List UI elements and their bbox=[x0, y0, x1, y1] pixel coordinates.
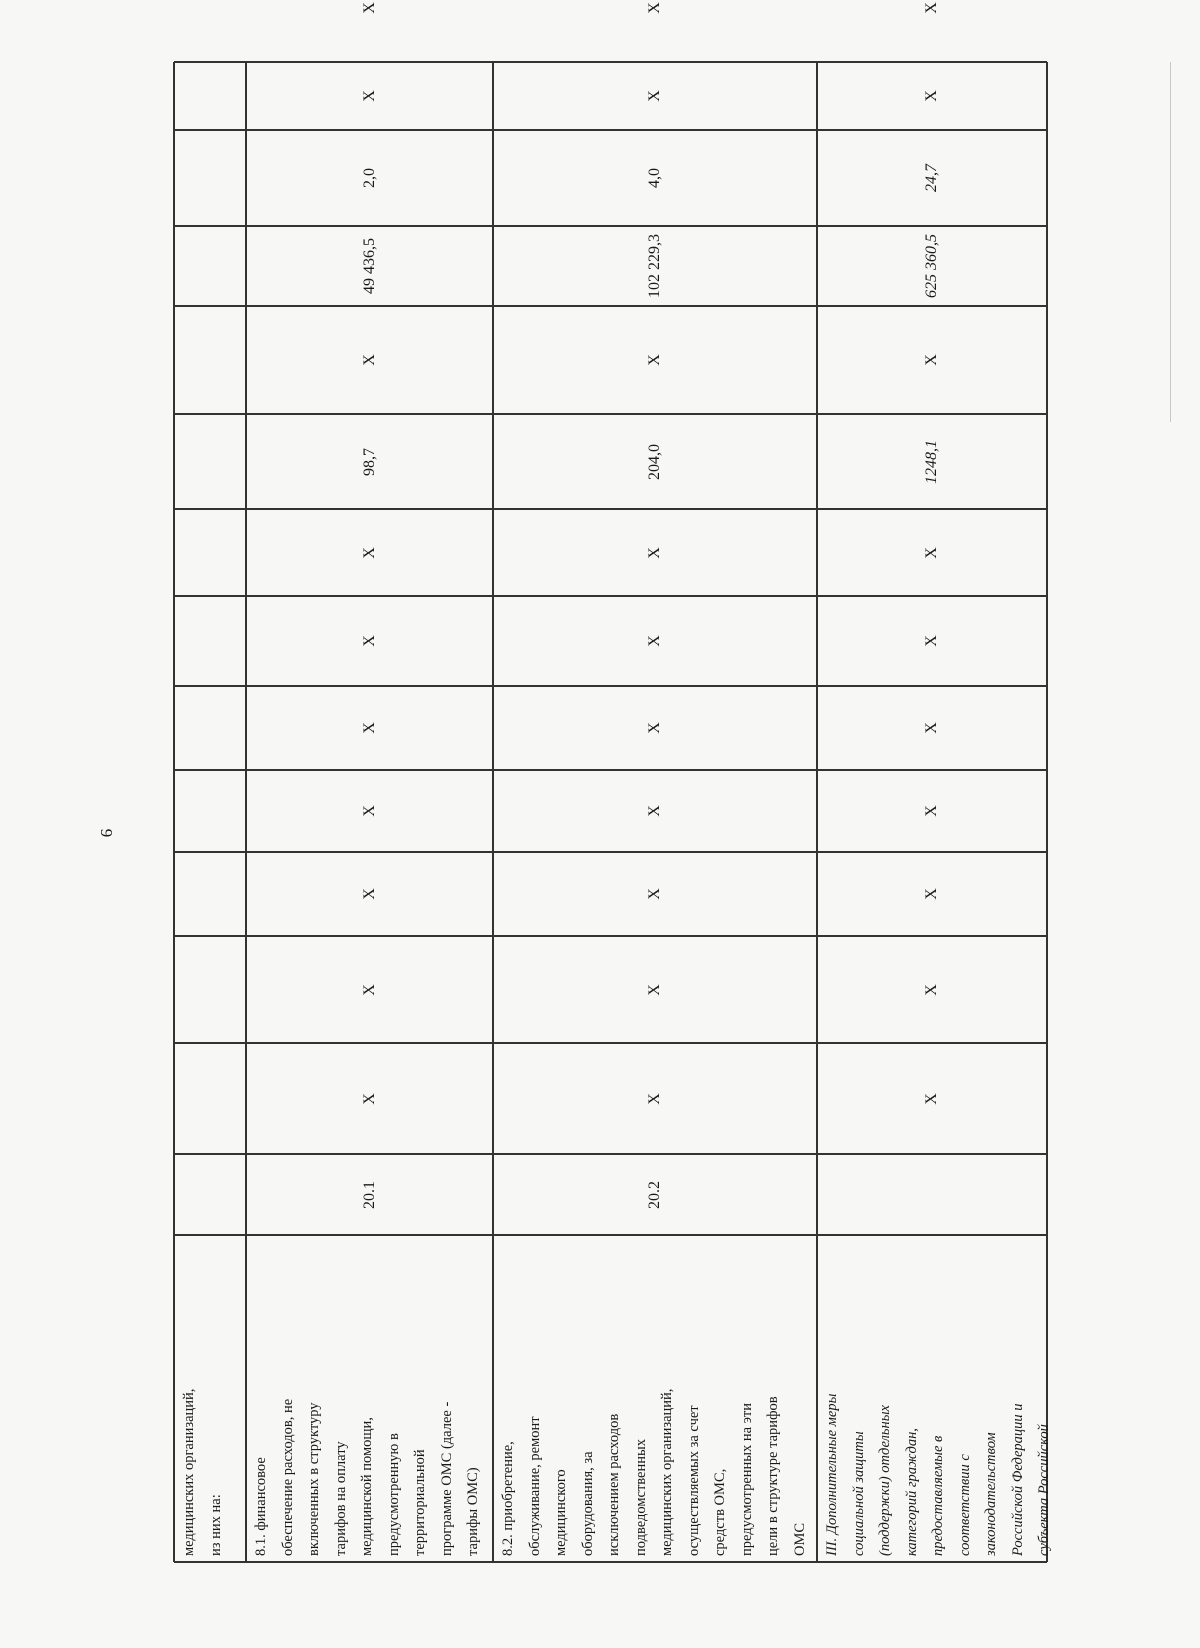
row-label: 8.2. приобретение, обслуживание, ремонт медицинского оборудования, за исключением расходов подведомственных медицинских организаций, осуществляемых за счет средств ОМС, предусмотренных на эти цели в структуре тарифов ОМС bbox=[500, 1388, 808, 1556]
row-code: 20.2 bbox=[646, 1180, 663, 1209]
value-cell bbox=[246, 509, 493, 596]
value-cell bbox=[246, 770, 493, 852]
row-code-cell bbox=[493, 1154, 817, 1235]
cross-mark: X bbox=[923, 805, 940, 817]
value-cell bbox=[493, 130, 817, 226]
value-cell bbox=[817, 596, 1047, 686]
cross-mark: X bbox=[360, 90, 378, 102]
value-cell bbox=[246, 226, 493, 306]
value-cell bbox=[817, 1043, 1047, 1154]
cross-mark: X bbox=[923, 888, 940, 900]
value-cell bbox=[246, 852, 493, 936]
cross-mark: X bbox=[646, 983, 663, 996]
cross-mark: X bbox=[360, 805, 378, 817]
value-cell bbox=[493, 936, 817, 1043]
value-cell bbox=[246, 62, 493, 130]
cross-mark: X bbox=[646, 546, 663, 559]
row-code-cell bbox=[246, 1154, 493, 1235]
cross-mark: X bbox=[646, 805, 663, 817]
cross-mark: X bbox=[923, 983, 940, 996]
value: 4,0 bbox=[646, 168, 663, 188]
value: 204,0 bbox=[646, 443, 663, 480]
value-cell bbox=[817, 509, 1047, 596]
value-cell bbox=[817, 686, 1047, 770]
value-cell bbox=[493, 596, 817, 686]
cross-mark: X bbox=[923, 2, 940, 14]
value-cell bbox=[493, 1043, 817, 1154]
value-cell bbox=[817, 936, 1047, 1043]
cross-mark: X bbox=[360, 354, 378, 366]
value: 1248,1 bbox=[923, 439, 940, 484]
cross-mark: X bbox=[360, 546, 378, 559]
value-cell bbox=[246, 414, 493, 509]
value-cell bbox=[246, 306, 493, 414]
cross-mark: X bbox=[360, 983, 378, 996]
row-label: III. Дополнительные меры социальной защиты (поддержки) отдельных категорий граждан, предоставляемые в соответствии с законодательством Российской Федерации и субъекта Российской bbox=[824, 1393, 1052, 1556]
value-cell bbox=[817, 226, 1047, 306]
value-cell bbox=[493, 62, 817, 130]
value-cell bbox=[817, 852, 1047, 936]
value: 2,0 bbox=[360, 168, 378, 188]
value-cell bbox=[493, 0, 817, 16]
row-code: 20.1 bbox=[360, 1180, 378, 1209]
cross-mark: X bbox=[923, 1092, 940, 1105]
value-cell bbox=[246, 686, 493, 770]
cross-mark: X bbox=[646, 635, 663, 647]
cross-mark: X bbox=[360, 2, 378, 14]
page-number: 9 bbox=[97, 828, 116, 838]
row-label: 8.1. финансовое обеспечение расходов, не включенных в структуру тарифов на оплату медицинской помощи, предусмотренную в территориальной программе ОМС (далее - тарифы ОМС) bbox=[253, 1398, 481, 1556]
value-cell bbox=[246, 0, 493, 16]
value-cell bbox=[493, 226, 817, 306]
cross-mark: X bbox=[646, 888, 663, 900]
value-cell bbox=[817, 130, 1047, 226]
value-cell bbox=[493, 306, 817, 414]
row-label-cell bbox=[246, 1235, 493, 1562]
value: 49 436,5 bbox=[360, 238, 378, 294]
row-code-cell bbox=[817, 1154, 1047, 1235]
cross-mark: X bbox=[646, 354, 663, 366]
value-cell bbox=[246, 130, 493, 226]
cross-mark: X bbox=[923, 90, 940, 102]
value-cell bbox=[817, 0, 1047, 16]
row-label-cell bbox=[174, 1235, 246, 1562]
row-label: медицинских организаций, из них на: bbox=[181, 1388, 224, 1556]
value: 102 229,3 bbox=[646, 234, 663, 298]
value-cell bbox=[817, 770, 1047, 852]
value: 24,7 bbox=[923, 164, 940, 192]
value-cell bbox=[493, 770, 817, 852]
cross-mark: X bbox=[923, 635, 940, 647]
cross-mark: X bbox=[923, 722, 940, 734]
cross-mark: X bbox=[646, 2, 663, 14]
cross-mark: X bbox=[646, 1092, 663, 1105]
cross-mark: X bbox=[646, 722, 663, 734]
value: 625 360,5 bbox=[923, 234, 940, 298]
value-cell bbox=[817, 306, 1047, 414]
cross-mark: X bbox=[923, 546, 940, 559]
cross-mark: X bbox=[360, 635, 378, 647]
value: 98,7 bbox=[360, 447, 378, 476]
value-cell bbox=[817, 414, 1047, 509]
cross-mark: X bbox=[360, 1092, 378, 1105]
cross-mark: X bbox=[360, 722, 378, 734]
value-cell bbox=[493, 509, 817, 596]
cross-mark: X bbox=[646, 90, 663, 102]
value-cell bbox=[493, 414, 817, 509]
value-cell bbox=[246, 1043, 493, 1154]
value-cell bbox=[493, 686, 817, 770]
value-cell bbox=[493, 852, 817, 936]
row-label-cell bbox=[817, 1235, 1052, 1562]
cross-mark: X bbox=[360, 888, 378, 900]
value-cell bbox=[817, 62, 1047, 130]
row-label-cell bbox=[493, 1235, 817, 1562]
value-cell bbox=[246, 596, 493, 686]
cross-mark: X bbox=[923, 354, 940, 366]
value-cell bbox=[246, 936, 493, 1043]
